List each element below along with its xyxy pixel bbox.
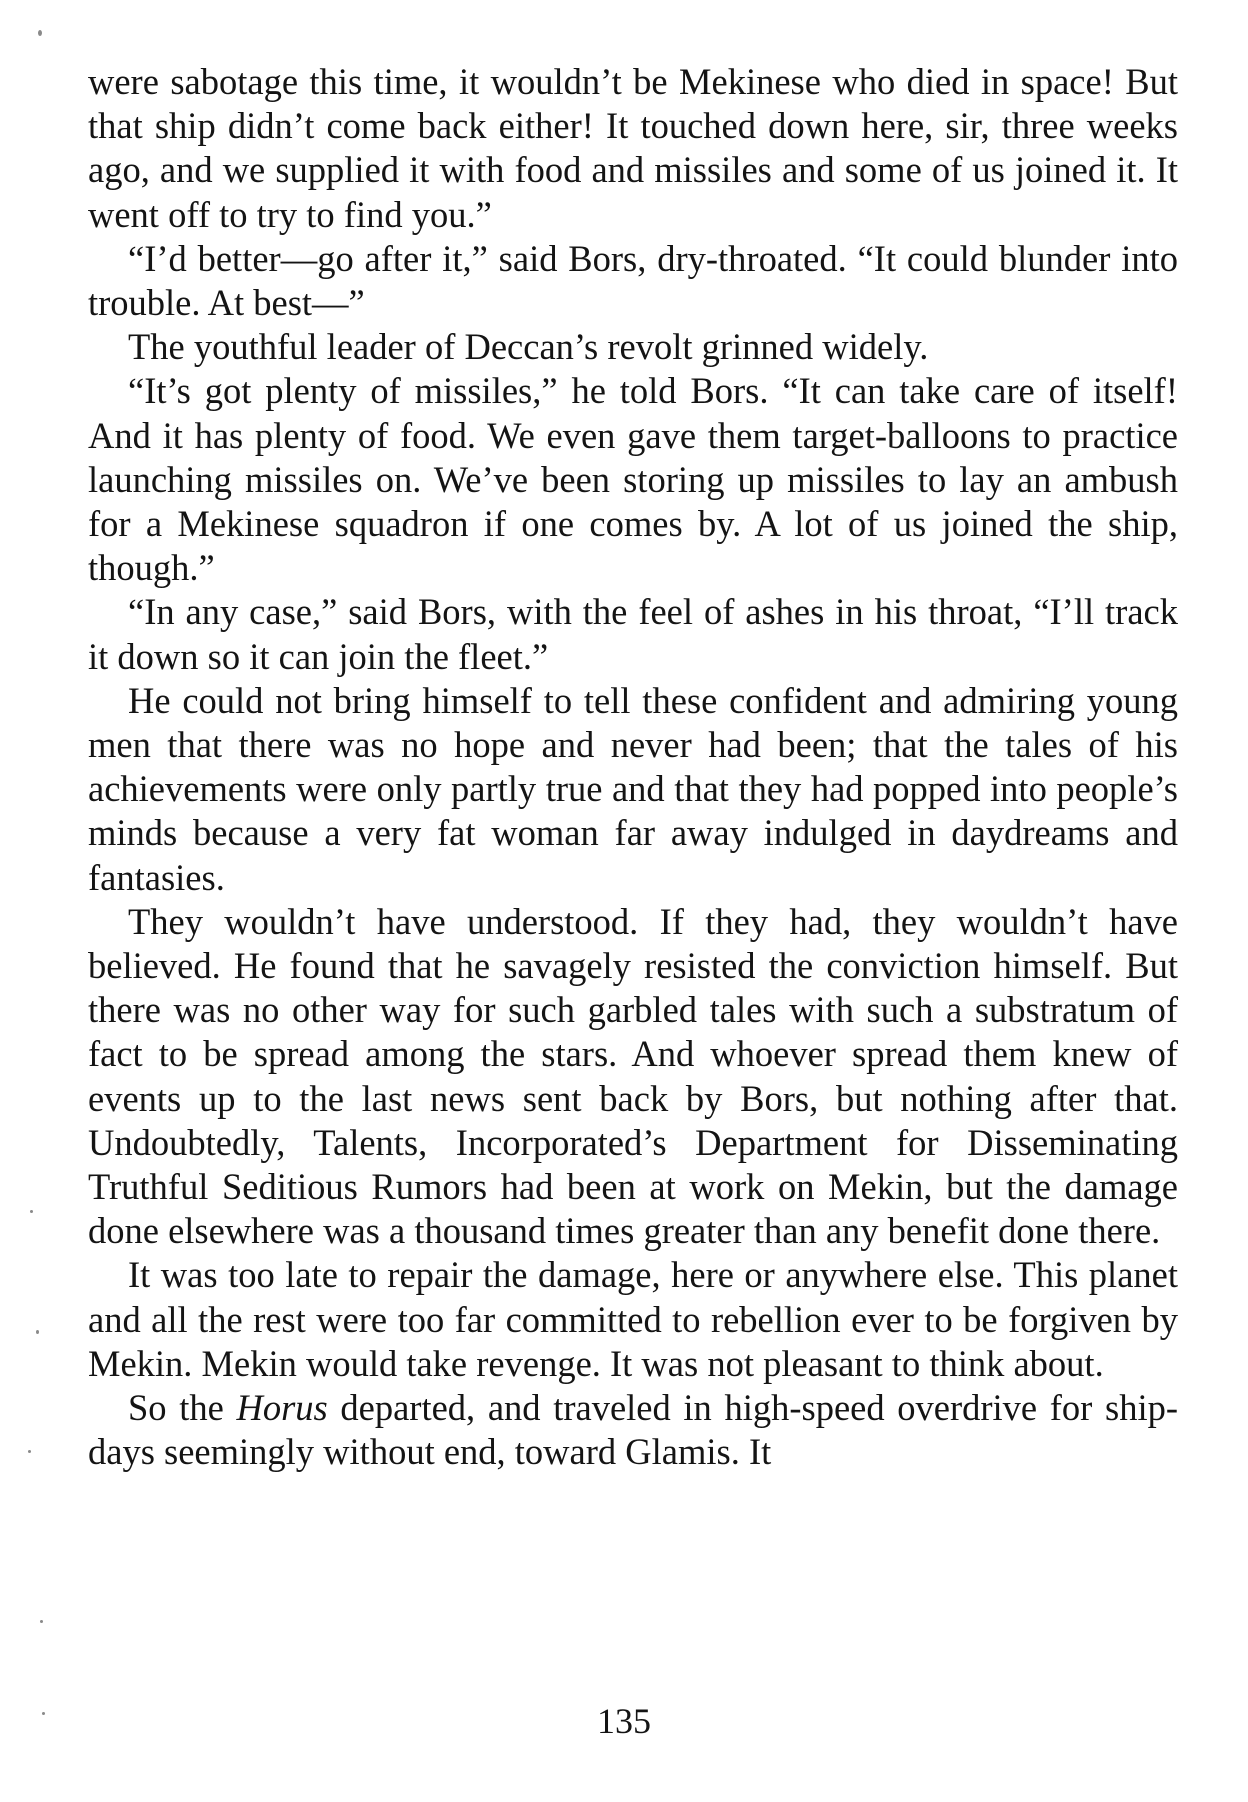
- paragraph-4: “It’s got plenty of missiles,” he told Bors. “It can take care of itself! And it has plenty of food. We even gave them target-balloons to practice launching missiles on. We’ve been storing up missiles to lay an ambush for a Mekinese squadron if one comes by. A lot of us joined the ship, though.”: [88, 370, 1178, 589]
- paragraph-8: It was too late to repair the damage, here or anywhere else. This planet and all the rest were too far committed to rebellion ever to be forgiven by Mekin. Mekin would take revenge. It was not pleasant to think about.: [88, 1254, 1178, 1384]
- scan-speck: [28, 1450, 31, 1453]
- paragraph-5: “In any case,” said Bors, with the feel of ashes in his throat, “I’ll track it down so it can join the fleet.”: [88, 591, 1178, 677]
- paragraph-1: were sabotage this time, it wouldn’t be Mekinese who died in space! But that ship didn’t come back either! It touched down here, sir, three weeks ago, and we supplied it with food and missiles and some of us joined it. It went off to try to find you.”: [88, 61, 1178, 235]
- scan-speck: [42, 1712, 45, 1715]
- paragraph-9-start: So the: [128, 1387, 237, 1429]
- ship-name: Horus: [236, 1387, 328, 1429]
- paragraph-9-end: departed, and traveled in high-speed overdrive for ship-days seemingly without end, toward Glamis. It: [88, 1387, 1178, 1473]
- scan-speck: [36, 1330, 39, 1334]
- page-number: 135: [597, 1701, 651, 1741]
- paragraph-9: [88, 1386, 1178, 1474]
- paragraph-7: They wouldn’t have understood. If they had, they wouldn’t have believed. He found that he savagely resisted the conviction himself. But there was no other way for such garbled tales with such a substratum of fact to be spread among the stars. And whoever spread them knew of events up to the last news sent back by Bors, but nothing after that. Undoubtedly, Talents, Incorporated’s Department for Disseminating Truthful Seditious Rumors had been at work on Mekin, but the damage done elsewhere was a thousand times greater than any benefit done there.: [88, 900, 1178, 1252]
- scan-speck: [30, 1210, 33, 1213]
- paragraph-3: The youthful leader of Deccan’s revolt grinned widely.: [128, 326, 929, 368]
- scan-speck: [38, 30, 42, 36]
- page-body: [88, 60, 1178, 1475]
- paragraph-2: “I’d better—go after it,” said Bors, dry-throated. “It could blunder into trouble. At best—”: [88, 237, 1178, 324]
- paragraph-6: He could not bring himself to tell these confident and admiring young men that there was no hope and never had been; that the tales of his achievements were only partly true and that they had popped into people’s minds because a very fat woman far away indulged in daydreams and fantasies.: [88, 679, 1178, 898]
- scan-speck: [40, 1620, 43, 1623]
